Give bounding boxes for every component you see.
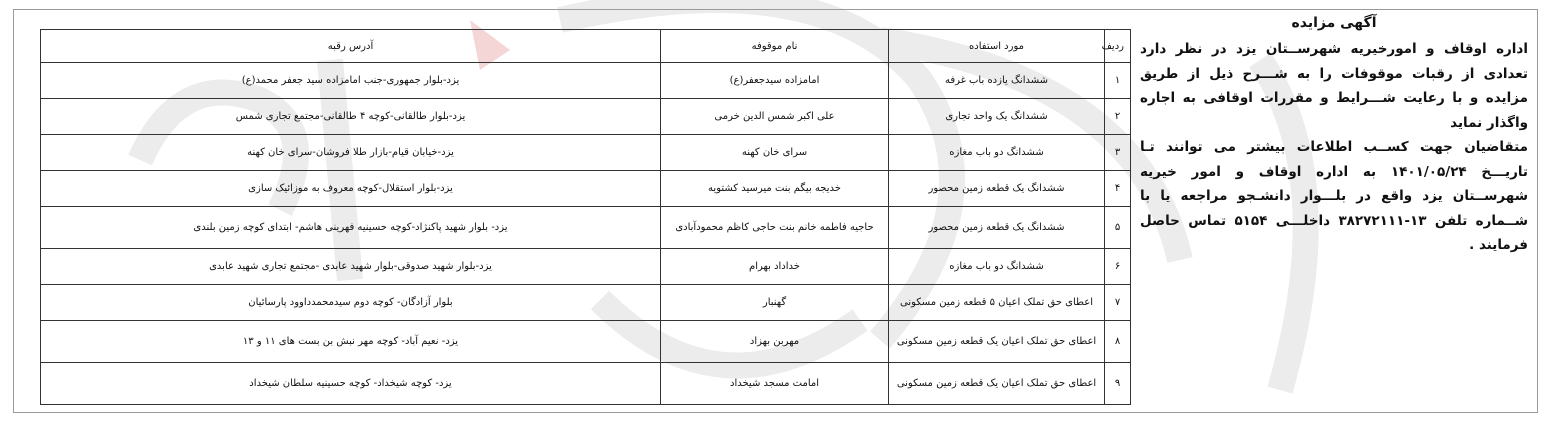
- table-row: [41, 363, 1131, 405]
- row-number: ۷: [1105, 285, 1131, 321]
- row-endowment: امامت مسجد شیخداد: [661, 363, 889, 405]
- row-usage: ششدانگ یک قطعه زمین محصور: [889, 207, 1105, 249]
- table-row: [41, 207, 1131, 249]
- table-row: [41, 135, 1131, 171]
- row-usage: اعطای حق تملک اعیان یک قطعه زمین مسکونی: [889, 321, 1105, 363]
- notice-title: آگهی مزایده: [1291, 15, 1377, 31]
- table-row: [41, 99, 1131, 135]
- header-address: آدرس رقبه: [41, 30, 661, 63]
- notice-body: اداره اوقاف و امورخیریه شهرســتان یزد در نظر دارد تعدادی از رقبات موقوفات را به شـــرح ذیل از طریق مزایده و با رعایت شـــرایط و مقررات اوقافی به اجاره واگذار نماید: [1140, 41, 1528, 131]
- row-endowment: مهربن بهزاد: [661, 321, 889, 363]
- row-endowment: خداداد بهرام: [661, 249, 889, 285]
- row-endowment: سرای خان کهنه: [661, 135, 889, 171]
- row-endowment: گهنبار: [661, 285, 889, 321]
- row-number: ۲: [1105, 99, 1131, 135]
- table-row: [41, 63, 1131, 99]
- row-usage: اعطای حق تملک اعیان ۵ قطعه زمین مسکونی: [889, 285, 1105, 321]
- table-row: [41, 171, 1131, 207]
- row-usage: ششدانگ دو باب مغازه: [889, 249, 1105, 285]
- row-usage: ششدانگ یازده باب غرفه: [889, 63, 1105, 99]
- header-usage: مورد استفاده: [889, 30, 1105, 63]
- header-row-number: ردیف: [1105, 30, 1131, 63]
- row-address: یزد-بلوار طالقانی-کوچه ۴ طالقانی-مجتمع تجاری شمس: [41, 99, 661, 135]
- row-number: ۴: [1105, 171, 1131, 207]
- row-usage: ششدانگ دو باب مغازه: [889, 135, 1105, 171]
- row-usage: ششدانگ یک واحد تجاری: [889, 99, 1105, 135]
- table-header: [41, 30, 1131, 63]
- row-address: یزد-بلوار استقلال-کوچه معروف به موزائیک سازی: [41, 171, 661, 207]
- row-address: یزد-خیابان قیام-بازار طلا فروشان-سرای خان کهنه: [41, 135, 661, 171]
- table-row: [41, 321, 1131, 363]
- row-endowment: علی اکبر شمس الدین خرمی: [661, 99, 889, 135]
- row-address: یزد-بلوار شهید صدوقی-بلوار شهید عابدی -مجتمع تجاری شهید عابدی: [41, 249, 661, 285]
- row-address: بلوار آزادگان- کوچه دوم سیدمحمدداوود پارسائیان: [41, 285, 661, 321]
- row-address: یزد- کوچه شیخداد- کوچه حسینیه سلطان شیخداد: [41, 363, 661, 405]
- auction-notice: [1140, 15, 1528, 405]
- row-number: ۳: [1105, 135, 1131, 171]
- row-usage: ششدانگ یک قطعه زمین محصور: [889, 171, 1105, 207]
- row-number: ۹: [1105, 363, 1131, 405]
- row-address: یزد- بلوار شهید پاکنژاد-کوچه حسینیه فهرینی هاشم- ابتدای کوچه زمین بلندی: [41, 207, 661, 249]
- table-row: [41, 249, 1131, 285]
- notice-contact: متقاضیان جهت کســب اطلاعات بیشتر می توانند تـا تاریـــخ ۱۴۰۱/۰۵/۲۴ به اداره اوقاف و امور خیریه شهرســتان یزد واقع در بلـــوار دانشـجو مراجعه یا با شــماره تلفن ۱۳-۳۸۲۷۲۱۱۱ داخلـــی ۵۱۵۴ تماس حاصل فرمایند .: [1140, 139, 1528, 253]
- row-number: ۵: [1105, 207, 1131, 249]
- row-address: یزد- نعیم آباد- کوچه مهر نبش بن بست های ۱۱ و ۱۳: [41, 321, 661, 363]
- row-address: یزد-بلوار جمهوری-جنب امامزاده سید جعفر محمد(ع): [41, 63, 661, 99]
- row-endowment: خدیجه بیگم بنت میرسید کشتویه: [661, 171, 889, 207]
- table-row: [41, 285, 1131, 321]
- row-endowment: حاجیه فاطمه خانم بنت حاجی کاظم محمودآبادی: [661, 207, 889, 249]
- row-endowment: امامزاده سیدجعفر(ع): [661, 63, 889, 99]
- row-number: ۶: [1105, 249, 1131, 285]
- properties-table: [40, 29, 1131, 405]
- row-number: ۸: [1105, 321, 1131, 363]
- row-usage: اعطای حق تملک اعیان یک قطعه زمین مسکونی: [889, 363, 1105, 405]
- header-endowment: نام موقوفه: [661, 30, 889, 63]
- row-number: ۱: [1105, 63, 1131, 99]
